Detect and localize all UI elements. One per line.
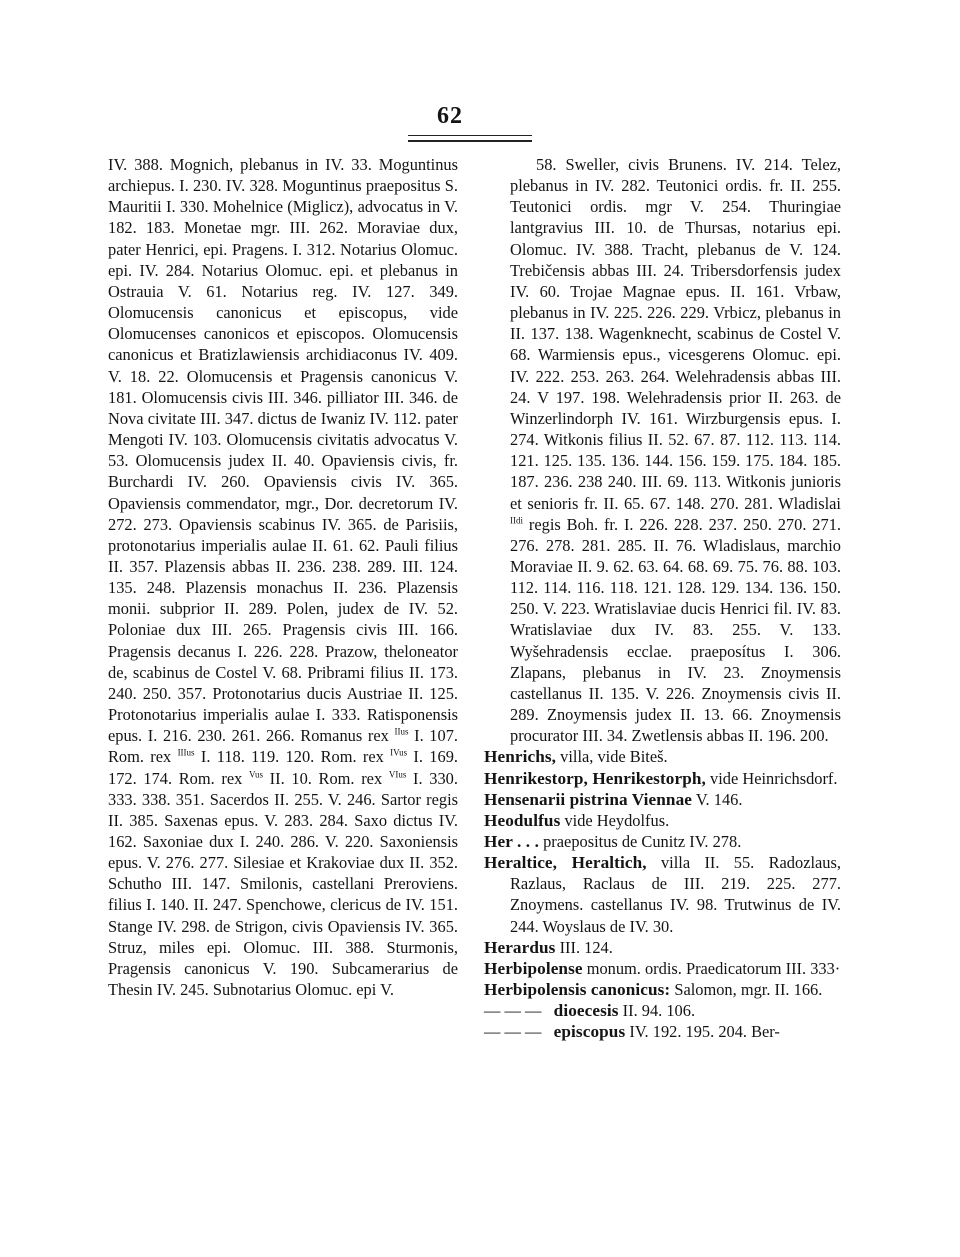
entry-headword: Her . . . [484, 832, 539, 851]
entry-text: praepositus de Cunitz IV. 278. [543, 832, 742, 851]
entry-text: Salomon, mgr. II. 166. [674, 980, 823, 1000]
entry-headword: Hensenarii pistrina Viennae [484, 789, 693, 809]
entry-text: II. 94. 106. [622, 1001, 696, 1021]
index-entry [484, 937, 841, 958]
entry-headword: Herbipolense [484, 958, 583, 978]
index-entry [484, 852, 841, 937]
continued-entry [484, 154, 841, 746]
ordinal-sup: VIus [388, 769, 407, 780]
ordinal-sup: IIIus [177, 747, 195, 758]
left-text-2: I. 107. Rom. rex [108, 726, 458, 767]
header-rule-thick [408, 140, 532, 142]
index-entry [484, 789, 841, 810]
left-text-3: I. 118. 119. 120. Rom. rex [200, 747, 384, 767]
left-text-6: I. 330. 333. 338. 351. Sacerdos II. 255. V. 246. Sartor regis II. 385. Saxenas epus. V. 283. 284. Saxo dictus IV. 162. Saxoniae dux I. 240. 286. V. 220. Saxoniensis epus. V. 276. 277. Silesiae et Krakoviae dux II. 352. Schutho III. 147. Smilonis, castellani Preroviens. filius I. 140. II. 247. Spenchowe, clericus de IV. 151. Stange IV. 298. de Strigon, civis Opaviensis IV. 365. Struz, miles epi. Olomuc. III. 388. Sturmonis, Pragensis canonicus V. 190. Subcamerarius de Thesin IV. 245. Subnotarius Olomuc. epi V. [108, 768, 458, 1000]
left-column [108, 154, 458, 1000]
entry-headword: Henrichs, [484, 747, 557, 767]
ditto-dashes: — — — [484, 1001, 542, 1021]
index-entry [484, 746, 841, 767]
left-column-paragraph [108, 154, 458, 1000]
entry-headword: Herardus [484, 937, 556, 957]
index-subentry [484, 1000, 841, 1021]
entry-text: IV. 192. 195. 204. Ber- [629, 1022, 780, 1042]
entry-text: villa, vide Biteš. [560, 747, 668, 767]
index-entry [484, 958, 841, 979]
right-column [484, 154, 841, 1043]
entry-headword: Heodulfus [484, 810, 561, 830]
entry-text: villa II. 55. Radozlaus, Razlaus, Raclaus de III. 219. 225. 277. Znoymens. castellanus IV. 98. Trutwinus de IV. 244. Woyslaus de IV. 30. [510, 853, 841, 936]
ordinal-sup: IIdi [510, 515, 523, 526]
entry-text: vide Heinrichsdorf. [710, 768, 838, 788]
entry-headword: episcopus [553, 1022, 626, 1042]
entry-headword: Herbipolensis canonicus: [484, 980, 671, 1000]
entry-text: V. 146. [695, 789, 743, 809]
ordinal-sup: IVus [390, 747, 408, 758]
ordinal-sup: Vus [249, 769, 263, 780]
left-text-1: IV. 388. Mognich, plebanus in IV. 33. Moguntinus archiepus. I. 230. IV. 328. Moguntinus praepositus S. Mauritii I. 330. Mohelnice (Miglicz), advocatus in V. 182. 183. Monetae mgr. III. 262. Moraviae dux, pater Henrici, epi. Pragens. I. 312. Notarius Olomuc. epi. IV. 284. Notarius Olomuc. epi. et plebanus in Ostrauia V. 61. Notarius reg. IV. 127. 349. Olomucensis canonicus et episcopus, vide Olomucenses canonicos et episcopos. Olomucensis canonicus et Bratizlawiensis archidiaconus IV. 409. V. 18. 22. Olomucensis et Pragensis canonicus V. 181. Olomucensis civis III. 346. pilliator III. 346. de Nova civitate III. 347. dictus de Iwaniz IV. 112. pater Mengoti IV. 103. Olomucensis civitatis advocatus V. 53. Olomucensis judex II. 40. Opaviensis civis, fr. Burchardi IV. 260. Opaviensis civis IV. 365. Opaviensis commendator, mgr., Dor. decretorum IV. 272. 273. Opaviensis scabinus IV. 365. de Parisiis, protonotarius imperialis aulae II. 61. 62. Pauli filius II. 357. Plazensis abbas II. 236. 238. 289. III. 124. 135. 248. Plazensis monachus II. 236. Plazensis monii. subprior II. 289. Polen, judex de IV. 52. Poloniae dux III. 265. Pragensis civis III. 166. Pragensis decanus I. 226. 228. Prazow, theloneator de, scabinus de Costel V. 68. Pribrami filius II. 173. 240. 250. 357. Protonotarius ducis Austriae II. 125. Protonotarius imperialis aulae I. 333. Ratisponensis epus. I. 216. 230. 261. 266. Romanus rex [108, 155, 458, 746]
entry-text: monum. ordis. Praedicatorum III. 333· [586, 958, 841, 978]
header-rule-thin [408, 135, 532, 136]
entry-headword: Heraltice, Heraltich, [484, 853, 647, 873]
ordinal-sup: IIus [394, 726, 409, 737]
ditto-dashes: — — — [484, 1022, 542, 1042]
index-subentry [484, 1021, 841, 1042]
entry-headword: Henrikestorp, Henrikestorph, [484, 768, 706, 788]
continued-text-2: regis Boh. fr. I. 226. 228. 237. 250. 270. 271. 276. 278. 281. 285. II. 76. Wladislaus, marchio Moraviae II. 9. 62. 63. 64. 68. 69. 75. 76. 88. 103. 112. 114. 116. 118. 121. 128. 129. 134. 136. 150. 250. V. 223. Wratislaviae ducis Henrici fil. IV. 83. Wratislaviae dux IV. 83. 255. V. 133. Wyšehradensis ecclae. praeposítus I. 306. Zlapans, plebanus in IV. 23. Znoymensis castellanus II. 135. V. 226. Znoymensis civis II. 289. Znoymensis judex II. 13. 66. Znoymensis procurator III. 34. Zwetlensis abbas II. 196. 200. [510, 514, 841, 746]
index-entry [484, 831, 841, 852]
left-text-5: II. 10. Rom. rex [269, 768, 383, 788]
index-entry [484, 979, 841, 1000]
left-text-4: I. 169. 172. 174. Rom. rex [108, 747, 458, 788]
index-entry [484, 810, 841, 831]
index-entry [484, 768, 841, 789]
entry-headword: dioecesis [553, 1001, 619, 1021]
page-number: 62 [437, 103, 463, 129]
entry-text: III. 124. [559, 937, 613, 957]
entry-text: vide Heydolfus. [564, 810, 670, 830]
continued-text-1: 58. Sweller, civis Brunens. IV. 214. Telez, plebanus in IV. 282. Teutonici ordis. fr. II. 255. Teutonici ordis. mgr V. 254. Thuringiae lantgravius III. 10. de Thursas, notarius epi. Olomuc. IV. 388. Tracht, plebanus de V. 124. Trebičensis abbas III. 24. Tribersdorfensis judex IV. 60. Trojae Magnae epus. II. 161. Vrbaw, plebanus in IV. 225. 226. 229. Vrbicz, plebanus in II. 137. 138. Wagenknecht, scabinus de Costel V. 68. Warmiensis epus., vicesgerens Olomuc. epi. IV. 222. 253. 263. 264. Welehradensis abbas III. 24. V 197. 198. Welehradensis prior II. 263. de Winzerlindorph IV. 161. Wirzburgensis epus. I. 274. Witkonis filius II. 52. 67. 87. 112. 113. 114. 121. 125. 135. 136. 144. 156. 159. 175. 184. 185. 187. 236. 238 240. III. 69. 113. Witkonis junioris et senioris fr. II. 65. 67. 148. 270. 281. Wladislai [510, 155, 841, 513]
